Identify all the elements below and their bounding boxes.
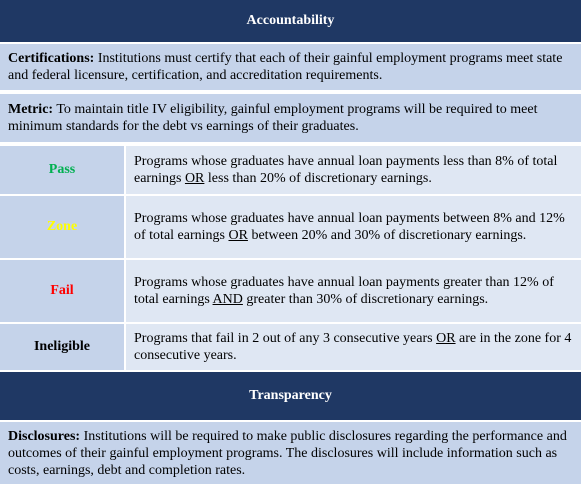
rating-desc-text: Programs whose graduates have annual loan payments greater than 12% of total earnings <box>134 275 554 307</box>
rating-connector: OR <box>436 331 456 346</box>
rating-desc-text: are in the zone for 4 consecutive years. <box>134 331 572 363</box>
rating-desc-pass <box>126 146 581 194</box>
rating-desc-text: between 20% and 30% of discretionary earnings. <box>247 228 527 243</box>
metric-block <box>0 94 581 144</box>
rating-connector: OR <box>228 228 248 243</box>
rating-desc-text: Programs that fail in 2 out of any 3 consecutive years <box>134 331 437 346</box>
certifications-label: Certifications: <box>8 51 95 66</box>
rating-label-fail: Fail <box>0 260 126 322</box>
metric-label: Metric: <box>8 102 54 117</box>
disclosures-text: Institutions will be required to make public disclosures regarding the performance and outcomes of their gainful employment programs. The disclosures will include information such as costs, earnings, debt and completion rates. <box>8 428 567 478</box>
transparency-header <box>0 372 581 422</box>
rating-label-ineligible: Ineligible <box>0 324 126 370</box>
certifications-block <box>0 44 581 92</box>
rating-connector: OR <box>184 171 205 186</box>
metric-content <box>8 101 573 135</box>
disclosures-label: Disclosures: <box>8 428 81 444</box>
rating-desc-ineligible <box>126 324 581 370</box>
disclosures-block <box>0 422 581 484</box>
rating-desc-text: less than 20% of discretionary earnings. <box>204 171 432 186</box>
transparency-title: Transparency <box>249 388 332 403</box>
rating-row-fail <box>0 260 581 324</box>
rating-desc-fail <box>126 260 581 322</box>
certifications-text: Institutions must certify that each of their gainful employment programs meet state and federal licensure, certification, and accreditation requirements. <box>8 51 563 83</box>
rating-label-zone: Zone <box>0 196 126 258</box>
rating-row-zone <box>0 196 581 260</box>
disclosures-content <box>8 428 573 479</box>
rating-desc-zone <box>126 196 581 258</box>
certifications-content <box>8 50 573 84</box>
rating-desc-text: Programs whose graduates have annual loan payments less than 8% of total earnings <box>134 154 558 186</box>
metric-text: To maintain title IV eligibility, gainful employment programs will be required to meet minimum standards for the debt vs earnings of their graduates. <box>8 102 538 134</box>
rating-desc-text: greater than 30% of discretionary earnings. <box>242 292 489 307</box>
rating-connector: AND <box>212 292 243 307</box>
rating-desc-text: Programs whose graduates have annual loan payments between 8% and 12% of total earnings <box>134 211 565 243</box>
rating-label-pass: Pass <box>0 146 126 194</box>
rating-row-pass <box>0 146 581 196</box>
accountability-header <box>0 0 581 44</box>
accountability-title: Accountability <box>246 13 335 28</box>
rating-row-ineligible <box>0 324 581 372</box>
